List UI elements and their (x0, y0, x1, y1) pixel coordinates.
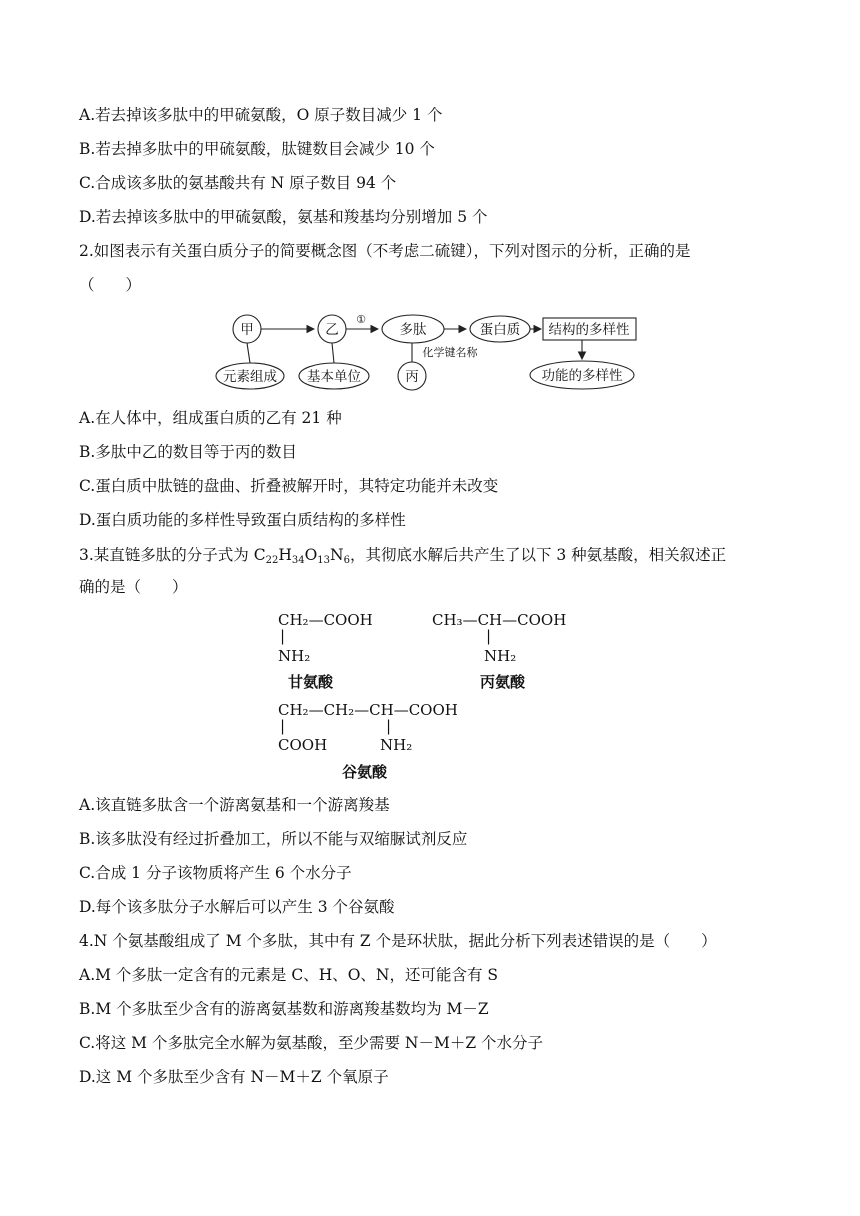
q3-option-b: B.该多肽没有经过折叠加工，所以不能与双缩脲试剂反应 (79, 830, 468, 848)
node-jia: 甲 (240, 322, 254, 338)
q4-option-b: B.M 个多肽至少含有的游离氨基数和游离羧基数均为 M－Z (79, 1000, 489, 1018)
q2-stem: 2.如图表示有关蛋白质分子的简要概念图（不考虑二硫键），下列对图示的分析，正确的是 (79, 242, 691, 260)
q3-stem (79, 545, 726, 571)
alanine-formula: CH₃—CH—COOH (432, 611, 567, 629)
q2-option-a: A.在人体中，组成蛋白质的乙有 21 种 (79, 409, 342, 427)
q3-option-c: C.合成 1 分子该物质将产生 6 个水分子 (79, 864, 352, 882)
node-jiegou: 结构的多样性 (548, 322, 630, 338)
q4-option-a: A.M 个多肽一定含有的元素是 C、H、O、N，还可能含有 S (79, 966, 499, 984)
alanine-name: 丙氨酸 (480, 673, 526, 691)
q4-option-d: D.这 M 个多肽至少含有 N－M＋Z 个氧原子 (79, 1068, 389, 1086)
q3-stem-line2: 确的是（ ） (79, 578, 188, 596)
formula-n: N (330, 546, 344, 564)
formula-o-count: 13 (317, 555, 331, 566)
q2-option-b: B.多肽中乙的数目等于丙的数目 (79, 443, 297, 461)
q4-stem: 4.N 个氨基酸组成了 M 个多肽，其中有 Z 个是环状肽，据此分析下列表述错误的是（ ） (79, 932, 717, 950)
q3-stem-prefix: 3.某直链多肽的分子式为 C (79, 546, 266, 564)
glycine-formula: CH₂—COOH (278, 611, 373, 629)
q3-stem-suffix: ，其彻底水解后共产生了以下 3 种氨基酸，相关叙述正 (349, 546, 727, 564)
formula-o: O (304, 546, 318, 564)
glutamate-side-cooh: COOH (278, 736, 328, 754)
glycine-nh2: NH₂ (278, 647, 311, 665)
q3-option-a: A.该直链多肽含一个游离氨基和一个游离羧基 (79, 796, 390, 814)
q2-stem-bracket: （ ） (79, 276, 142, 294)
formula-c-count: 22 (265, 555, 279, 566)
node-yuansu: 元素组成 (223, 369, 277, 385)
glycine-name: 甘氨酸 (288, 673, 334, 691)
q2-option-d: D.蛋白质功能的多样性导致蛋白质结构的多样性 (79, 511, 406, 529)
alanine-bond: | (486, 627, 492, 645)
node-gongneng: 功能的多样性 (541, 368, 623, 384)
amino-acid-structures (270, 605, 600, 785)
alanine-nh2: NH₂ (484, 647, 517, 665)
step-marker-1: ① (356, 313, 366, 326)
q1-option-a: A.若去掉该多肽中的甲硫氨酸，O 原子数目减少 1 个 (79, 106, 443, 124)
formula-h-count: 34 (291, 555, 305, 566)
formula-h: H (278, 546, 292, 564)
q4-option-c: C.将这 M 个多肽完全水解为氨基酸，至少需要 N－M＋Z 个水分子 (79, 1034, 544, 1052)
node-duotai: 多肽 (399, 322, 427, 338)
q1-option-b: B.若去掉多肽中的甲硫氨酸，肽键数目会减少 10 个 (79, 140, 435, 158)
node-yi: 乙 (325, 322, 339, 338)
formula-n-count: 6 (343, 555, 350, 566)
glutamate-nh2: NH₂ (380, 736, 413, 754)
glutamate-bond-right: | (386, 717, 392, 735)
node-danbaizhi: 蛋白质 (479, 322, 521, 338)
label-huaxuejian: 化学键名称 (422, 346, 478, 359)
q1-option-c: C.合成该多肽的氨基酸共有 N 原子数目 94 个 (79, 174, 397, 192)
concept-diagram (210, 308, 650, 394)
node-bing: 丙 (405, 369, 419, 385)
glutamate-formula: CH₂—CH₂—CH—COOH (278, 701, 458, 719)
q1-option-d: D.若去掉该多肽中的甲硫氨酸，氨基和羧基均分别增加 5 个 (79, 208, 488, 226)
glycine-bond: | (280, 627, 286, 645)
node-jiben: 基本单位 (307, 369, 361, 385)
glutamate-name: 谷氨酸 (342, 763, 388, 781)
q2-option-c: C.蛋白质中肽链的盘曲、折叠被解开时，其特定功能并未改变 (79, 477, 499, 495)
q3-option-d: D.每个该多肽分子水解后可以产生 3 个谷氨酸 (79, 898, 395, 916)
glutamate-bond-left: | (280, 717, 286, 735)
